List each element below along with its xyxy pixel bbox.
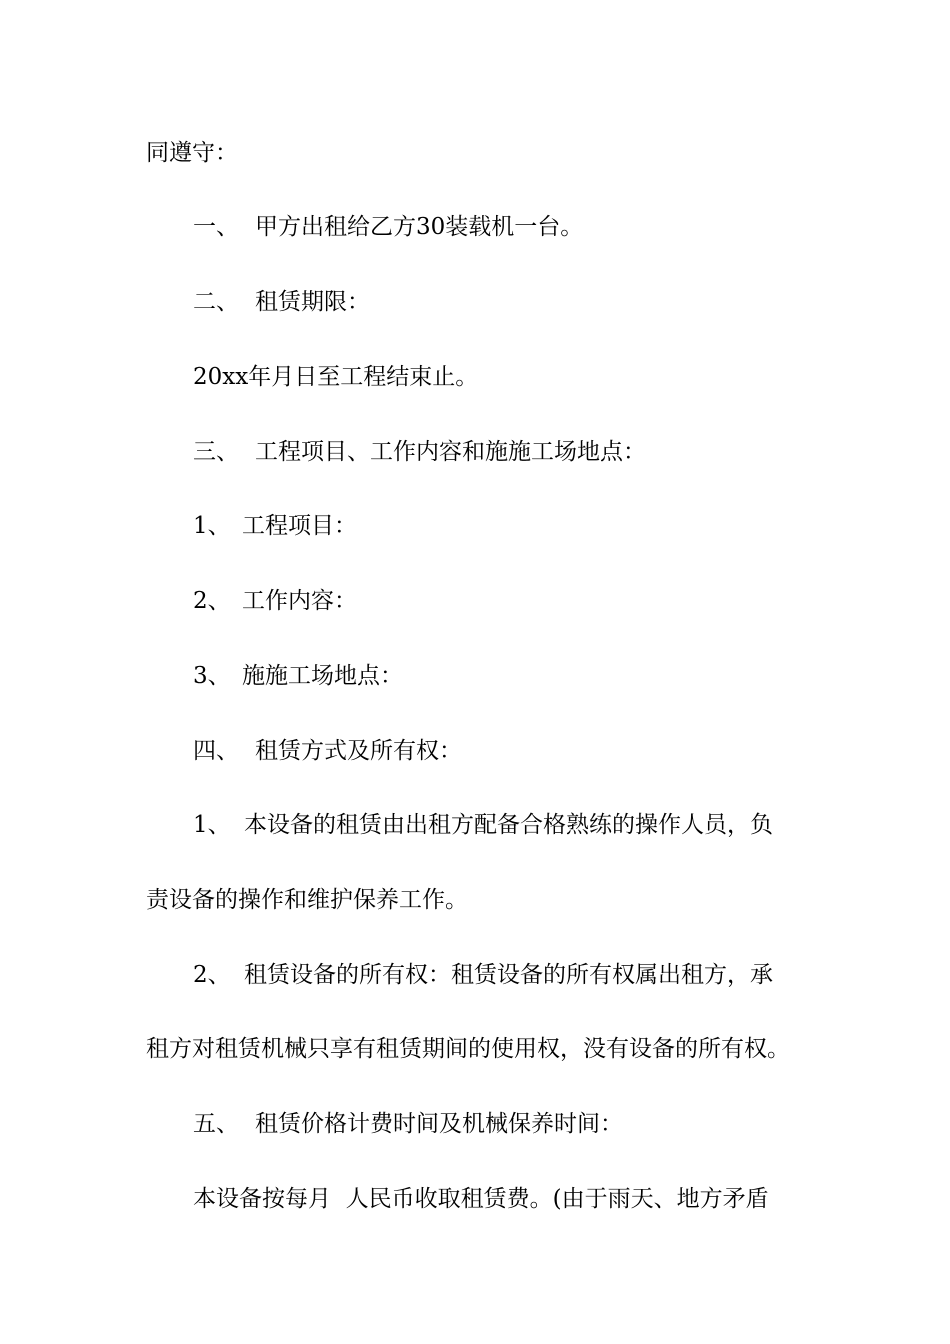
line-13 [146, 1034, 790, 1064]
line-1 [146, 138, 238, 168]
line-7 [193, 586, 357, 616]
line-text: 工程项目、工作内容和施施工场地点： [255, 439, 646, 465]
item-number: 2、 [193, 962, 231, 988]
line-10 [193, 810, 773, 840]
line-4 [193, 362, 478, 392]
line-text: 工程项目： [242, 513, 357, 539]
item-number: 1、 [193, 513, 231, 539]
line-text: 甲方出租给乙方30装载机一台。 [255, 214, 584, 240]
line-8 [193, 661, 403, 691]
line-6 [193, 511, 357, 541]
section-number: 五、 [193, 1111, 239, 1137]
line-text: 施施工场地点： [242, 663, 403, 689]
line-3 [193, 287, 370, 317]
section-number: 四、 [193, 738, 239, 764]
line-9 [193, 736, 462, 766]
line-text: 20xx年月日至工程结束止。 [193, 364, 479, 390]
line-text: 本设备的租赁由出租方配备合格熟练的操作人员，负 [244, 812, 773, 838]
line-12 [193, 960, 773, 990]
line-text: 责设备的操作和维护保养工作。 [146, 887, 468, 913]
item-number: 1、 [193, 812, 231, 838]
line-2 [193, 212, 583, 242]
section-number: 一、 [193, 214, 239, 240]
item-number: 3、 [193, 663, 231, 689]
item-number: 2、 [193, 588, 231, 614]
line-text: 租方对租赁机械只享有租赁期间的使用权，没有设备的所有权。 [146, 1036, 790, 1062]
line-text: 租赁方式及所有权： [255, 738, 462, 764]
line-text: 租赁设备的所有权：租赁设备的所有权属出租方，承 [244, 962, 773, 988]
line-text: 工作内容： [242, 588, 357, 614]
line-11 [146, 885, 468, 915]
line-14 [193, 1109, 623, 1139]
line-text: 租赁价格计费时间及机械保养时间： [255, 1111, 623, 1137]
line-15 [193, 1184, 769, 1214]
line-text: 同遵守： [146, 140, 238, 166]
line-5 [193, 437, 646, 467]
line-text: 本设备按每月 人民币收取租赁费。(由于雨天、地方矛盾 [193, 1186, 769, 1212]
line-text: 租赁期限： [255, 289, 370, 315]
section-number: 三、 [193, 439, 239, 465]
section-number: 二、 [193, 289, 239, 315]
